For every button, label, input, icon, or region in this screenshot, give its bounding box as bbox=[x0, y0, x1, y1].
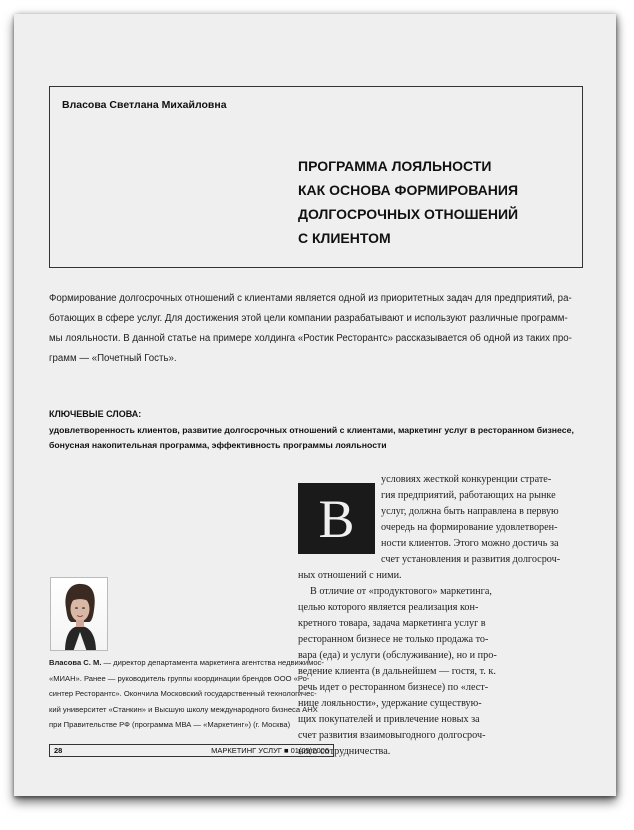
title-line: ДОЛГОСРОЧНЫХ ОТНОШЕНИЙ bbox=[298, 206, 519, 222]
body-line: нице лояльности», удержание существую- bbox=[298, 698, 482, 709]
body-line: условиях жесткой конкуренции страте- bbox=[381, 474, 552, 485]
body-line: счет развития взаимовыгодного долгосроч- bbox=[298, 730, 486, 741]
body-line: очередь на формирование удовлетворен- bbox=[381, 522, 558, 533]
bio-line bbox=[49, 655, 339, 671]
body-line: ности клиентов. Этого можно достичь за bbox=[381, 538, 559, 549]
keywords-list bbox=[49, 423, 589, 453]
keywords-line: удовлетворенность клиентов, развитие долгосрочных отношений с клиентами, маркетинг услуг в ресторанном бизнесе, bbox=[49, 425, 574, 435]
abstract-line: ботающих в сфере услуг. Для достижения этой цели компании разрабатывают и используют различные программ- bbox=[49, 313, 568, 324]
keywords-heading: КЛЮЧЕВЫЕ СЛОВА: bbox=[49, 409, 142, 419]
body-line: вара (еда) и услуги (обслуживание), но и про- bbox=[298, 650, 497, 661]
journal-issue: МАРКЕТИНГ УСЛУГ ■ 01(05)2006 bbox=[211, 746, 329, 755]
abstract-line: Формирование долгосрочных отношений с клиентами является одной из приоритетных задач для предприятий, ра- bbox=[49, 293, 572, 304]
body-line: ведение клиента (в дальнейшем — гостя, т. к. bbox=[298, 666, 496, 677]
author-name: Власова Светлана Михайловна bbox=[62, 99, 227, 111]
author-photo bbox=[50, 577, 108, 651]
bio-name: Власова С. М. bbox=[49, 658, 102, 667]
abstract-line: мы лояльности. В данной статье на примере холдинга «Ростик Ресторантс» рассказывается об одной из таких про- bbox=[49, 333, 572, 344]
body-line: речь идет о ресторанном бизнесе) по «лест- bbox=[298, 682, 489, 693]
bio-text: — директор департамента маркетинга агентства недвижимос- bbox=[101, 658, 324, 667]
body-line: гия предприятий, работающих на рынке bbox=[381, 490, 556, 501]
body-line: кретного товара, задача маркетинга услуг в bbox=[298, 618, 486, 629]
bio-line: синтер Ресторантс». Окончила Московский государственный технологичес- bbox=[49, 689, 317, 698]
abstract-line: грамм — «Почетный Гость». bbox=[49, 353, 177, 364]
body-line: ных отношений с ними. bbox=[298, 570, 402, 581]
body-line: целью которого является реализация кон- bbox=[298, 602, 479, 613]
page-number: 28 bbox=[54, 746, 63, 755]
drop-cap: В bbox=[298, 483, 375, 554]
body-line: щих покупателей и привлечение новых за bbox=[298, 714, 480, 725]
bio-line: «МИАН». Ранее — руководитель группы координации брендов ООО «Ро- bbox=[49, 673, 310, 683]
title-line: С КЛИЕНТОМ bbox=[298, 230, 391, 246]
author-portrait-image bbox=[51, 578, 108, 651]
bio-line: при Правительстве РФ (программа МВА — «Маркетинг») (г. Москва) bbox=[49, 720, 291, 729]
body-line: В отличие от «продуктового» маркетинга, bbox=[310, 586, 492, 597]
title-line: ПРОГРАММА ЛОЯЛЬНОСТИ bbox=[298, 158, 492, 174]
body-line: ного сотрудничества. bbox=[298, 746, 391, 757]
abstract bbox=[49, 289, 583, 369]
page-footer bbox=[49, 744, 334, 757]
body-line: услуг, должна быть направлена в первую bbox=[381, 506, 559, 517]
keywords-line: бонусная накопительная программа, эффективность программы лояльности bbox=[49, 440, 387, 450]
article-title bbox=[298, 154, 578, 250]
title-line: КАК ОСНОВА ФОРМИРОВАНИЯ bbox=[298, 182, 519, 198]
author-bio bbox=[49, 655, 339, 733]
body-line: счет установления и развития долгосроч- bbox=[381, 554, 561, 565]
body-line: ресторанном бизнесе не только продажа то- bbox=[298, 634, 489, 645]
bio-line: кий университет «Станкин» и Высшую школу международного бизнеса АНХ bbox=[49, 704, 318, 714]
